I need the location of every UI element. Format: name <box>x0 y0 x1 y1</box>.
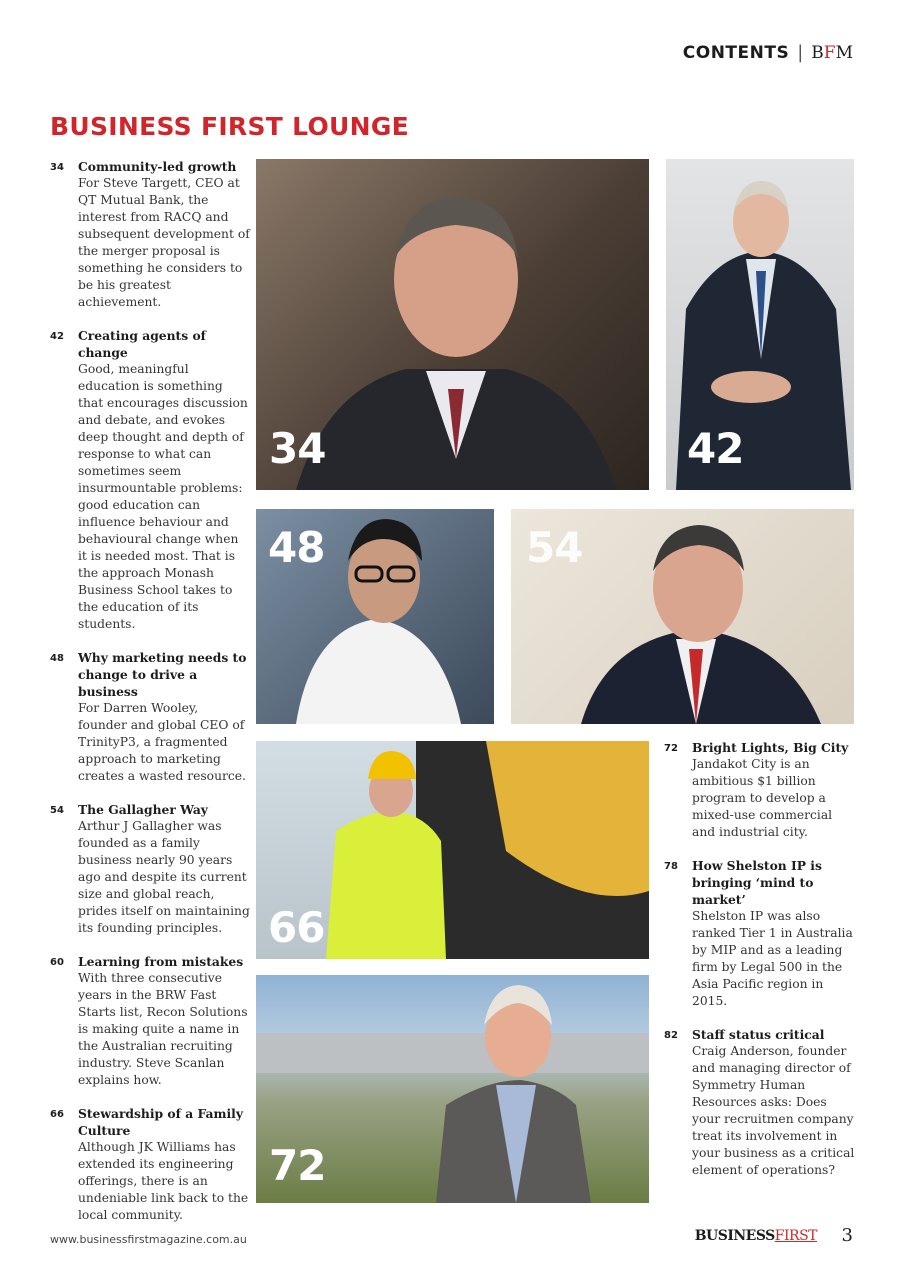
logo-letter-f: F <box>823 42 836 63</box>
logo-letter-b: B <box>811 42 824 63</box>
contents-entry[interactable] <box>50 1105 250 1224</box>
entry-title: Why marketing needs to change to drive a business <box>78 650 247 699</box>
footer-brand-logo <box>695 1228 817 1244</box>
contents-entry[interactable] <box>50 649 250 785</box>
photo-gallagher[interactable] <box>511 509 854 724</box>
footer-url[interactable]: www.businessfirstmagazine.com.au <box>50 1233 247 1246</box>
photo-jandakot-city[interactable] <box>256 975 649 1203</box>
page-badge-42: 42 <box>687 424 744 473</box>
entry-page-number: 82 <box>664 1030 678 1041</box>
header-separator: | <box>797 42 804 63</box>
entry-description: Although JK Williams has extended its engineering offerings, there is an undeniable link back to the local community. <box>78 1140 249 1222</box>
contents-entry[interactable] <box>664 1026 856 1179</box>
entry-page-number: 42 <box>50 331 64 342</box>
brand-business: BUSINESS <box>694 1228 775 1244</box>
entry-page-number: 60 <box>50 957 64 968</box>
photo-jk-williams[interactable] <box>256 741 649 959</box>
entry-description: Jandakot City is an ambitious $1 billion program to develop a mixed-use commercial and industrial city. <box>692 757 833 839</box>
entry-page-number: 34 <box>50 162 64 173</box>
entry-title: Creating agents of change <box>78 328 206 360</box>
bfm-logo <box>811 43 853 63</box>
brand-first: FIRST <box>774 1228 817 1244</box>
contents-list-right <box>664 739 856 1195</box>
section-title: BUSINESS FIRST LOUNGE <box>50 112 410 141</box>
entry-title: Stewardship of a Family Culture <box>78 1106 243 1138</box>
entry-title: Community-led growth <box>78 159 237 174</box>
entry-title: The Gallagher Way <box>78 802 208 817</box>
contents-entry[interactable] <box>50 801 250 937</box>
contents-list-left <box>50 158 250 1240</box>
contents-entry[interactable] <box>50 327 250 633</box>
entry-description: Good, meaningful education is something that encourages discussion and debate, and evokes deep thought and depth of response to what can sometimes seem insurmountable problems: good education can influence behaviour and behavioural change when it is needed most. That is the approach Monash Business School takes to the education of its students. <box>78 362 248 631</box>
entry-title: Staff status critical <box>692 1027 825 1042</box>
entry-description: Arthur J Gallagher was founded as a family business nearly 90 years ago and despite its current size and global reach, prides itself on maintaining its founding principles. <box>78 819 250 935</box>
entry-page-number: 78 <box>664 861 678 872</box>
page-header <box>683 42 853 63</box>
page-badge-66: 66 <box>268 903 325 952</box>
logo-letter-m: M <box>835 42 853 63</box>
entry-description: Shelston IP was also ranked Tier 1 in Australia by MIP and as a leading firm by Legal 500 in the Asia Pacific region in 2015. <box>692 909 853 1008</box>
page-badge-54: 54 <box>526 523 583 572</box>
page-badge-34: 34 <box>269 424 326 473</box>
contents-entry[interactable] <box>50 953 250 1089</box>
photo-monash[interactable] <box>666 159 854 490</box>
entry-description: With three consecutive years in the BRW Fast Starts list, Recon Solutions is making quite a name in the Australian recruiting industry. Steve Scanlan explains how. <box>78 971 248 1087</box>
page-number: 3 <box>841 1225 853 1246</box>
entry-title: Learning from mistakes <box>78 954 244 969</box>
entry-description: Craig Anderson, founder and managing director of Symmetry Human Resources asks: Does your recruitmen company treat its involvement in your business as a critical element of operations? <box>692 1044 855 1177</box>
entry-page-number: 48 <box>50 653 64 664</box>
contents-entry[interactable] <box>664 857 856 1010</box>
page-badge-72: 72 <box>269 1141 326 1190</box>
contents-label: CONTENTS <box>682 42 790 63</box>
photo-steve-targett[interactable] <box>256 159 649 490</box>
entry-description: For Darren Wooley, founder and global CEO of TrinityP3, a fragmented approach to marketing creates a wasted resource. <box>78 701 246 783</box>
entry-title: Bright Lights, Big City <box>692 740 849 755</box>
entry-page-number: 54 <box>50 805 64 816</box>
contents-entry[interactable] <box>50 158 250 311</box>
page-badge-48: 48 <box>268 523 325 572</box>
entry-title: How Shelston IP is bringing ‘mind to market’ <box>692 858 822 907</box>
contents-entry[interactable] <box>664 739 856 841</box>
entry-description: For Steve Targett, CEO at QT Mutual Bank, the interest from RACQ and subsequent development of the merger proposal is something he considers to be his greatest achievement. <box>78 176 250 309</box>
entry-page-number: 66 <box>50 1109 64 1120</box>
photo-darren-wooley[interactable] <box>256 509 494 724</box>
entry-page-number: 72 <box>664 743 678 754</box>
